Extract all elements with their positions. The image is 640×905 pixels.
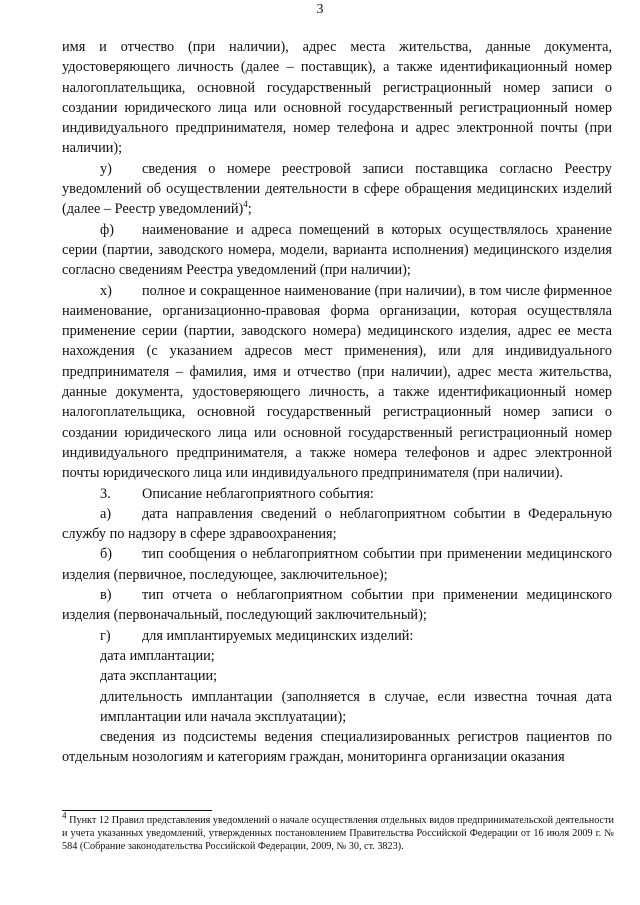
item-b [62,544,612,585]
item-v-marker: в) [100,587,112,604]
item-f-marker: ф) [100,221,115,238]
footnote [62,810,614,853]
section-3-marker: 3. [100,485,111,502]
item-f-text: наименование и адреса помещений в которых осуществлялось хранение серии (партии, заводского номера, модели, варианта исполнения) медицинского изделия согласно сведениям Реестра уведомлений (при наличии); [62,221,612,279]
item-g-sub-duration: длительность имплантации (заполняется в случае, если известна точная дата имплантации или начала эксплуатации); [100,688,612,725]
footnote-number: 4 [62,810,67,821]
footnote-divider [62,810,212,811]
item-a-text: дата направления сведений о неблагоприятном событии в Федеральную службу по надзору в сфере здравоохранения; [62,505,612,543]
item-g-text: для имплантируемых медицинских изделий: [142,627,414,644]
item-b-marker: б) [100,546,113,563]
item-g-sub-implant-date: дата имплантации; [100,647,215,664]
item-a [62,504,612,545]
item-f [62,220,612,281]
item-b-text: тип сообщения о неблагоприятном событии при применении медицинского изделия (первичное, последующее, заключительное); [62,546,612,583]
item-g-sub-registry: сведения из подсистемы ведения специализированных регистров пациентов по отдельным нозологиям и категориям граждан, мониторинга организации оказания [62,729,612,766]
paragraph-continuation: имя и отчество (при наличии), адрес места жительства, данные документа, удостоверяющего личность (далее – поставщик), а также идентификационный номер налогоплательщика, основной государственный регистрационный номер записи о создании юридического лица или основной государственный регистрационный номер индивидуального предпринимателя, номер телефона и адрес электронной почты (при наличии); [62,39,612,157]
item-g-sub-explant-date: дата эксплантации; [100,668,218,685]
section-3-title: Описание неблагоприятного события: [142,485,374,502]
item-g [62,626,612,646]
item-h [62,281,612,484]
item-h-text: полное и сокращенное наименование (при наличии), в том числе фирменное наименование, организационно-правовая форма организации, которая осуществляла применение серии (партии, заводского номера) медицинского изделия, адрес ее места нахождения (с указанием адресов мест применения), или для индивидуального предпринимателя – фамилия, имя и отчество (при наличии), адрес места жительства, данные документа, удостоверяющего личность, а также идентификационный номер налогоплательщика, основной государственный регистрационный номер записи о создании юридического лица или основной государственный регистрационный номер индивидуального предпринимателя, а также номера телефонов и адрес электронной почты юридического лица или индивидуального предпринимателя (при наличии). [62,282,612,482]
item-u-text: сведения о номере реестровой записи поставщика согласно Реестру уведомлений об осуществлении деятельности в сфере обращения медицинских изделий (далее – Реестр уведомлений) [62,160,612,218]
item-v-text: тип отчета о неблагоприятном событии при применении медицинского изделия (первоначальный, последующий заключительный); [62,587,612,624]
item-a-marker: а) [100,505,112,522]
item-g-marker: г) [100,627,111,644]
item-u-marker: у) [100,160,112,177]
document-body [62,37,612,768]
item-u-end: ; [247,201,252,218]
item-u [62,159,612,220]
item-v [62,585,612,626]
footnote-text: Пункт 12 Правил представления уведомлений о начале осуществления отдельных видов предпринимательской деятельности и учета указанных уведомлений, утвержденных постановлением Правительства Российской Федерации от 16 июля 2009 г. № 584 (Собрание законодательства Российской Федерации, 2009, № 30, ст. 3823). [62,815,614,852]
item-h-marker: х) [100,282,112,299]
footnote-reference[interactable]: 4 [243,199,248,210]
section-3-heading [62,484,612,504]
page-number: 3 [316,2,324,17]
